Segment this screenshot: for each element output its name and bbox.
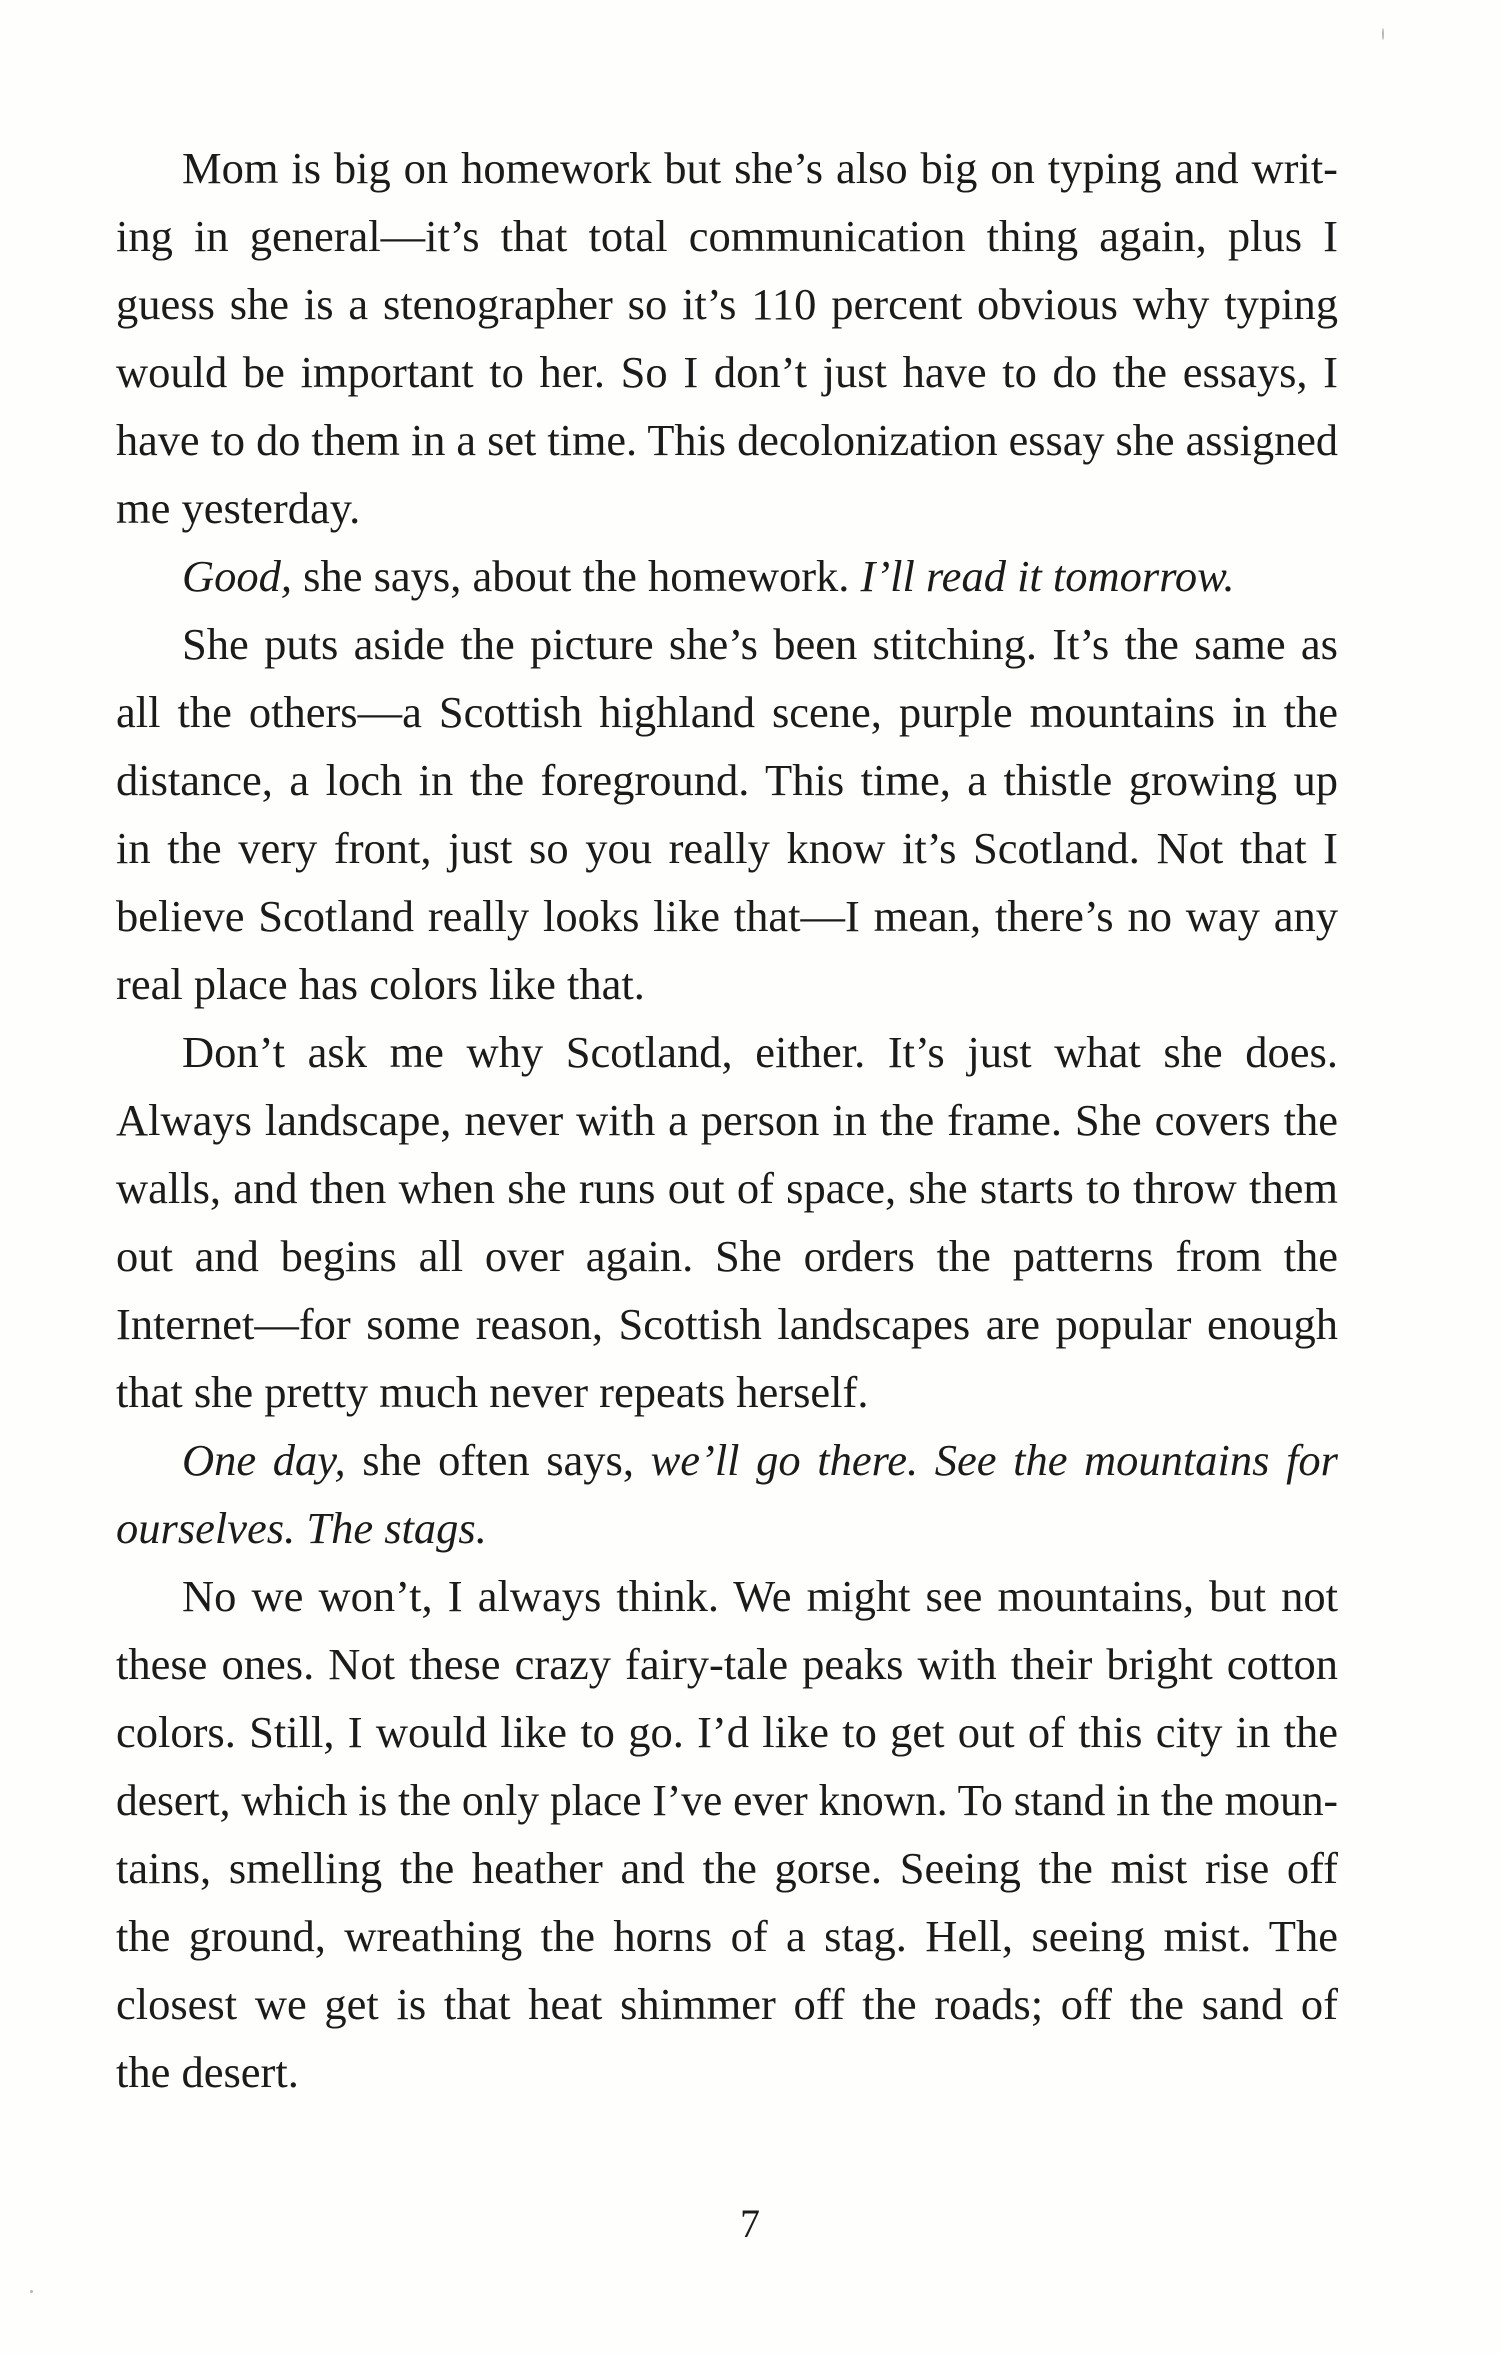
text-run: Always landscape, never with a person in the frame. She covers the (116, 1095, 1338, 1145)
text-line (116, 610, 1338, 678)
text-run: these ones. Not these crazy fairy-tale peaks with their bright cotton (116, 1639, 1338, 1689)
text-run: guess she is a stenographer so it’s 110 percent obvious why typing (116, 279, 1338, 329)
text-line (116, 1766, 1338, 1834)
body-text (116, 134, 1338, 2106)
text-run: closest we get is that heat shimmer off the roads; off the sand of (116, 1979, 1338, 2029)
text-line (116, 678, 1338, 746)
text-line (116, 2038, 1338, 2106)
text-line (116, 1630, 1338, 1698)
text-run: No we won’t, I always think. We might see mountains, but not (182, 1571, 1338, 1621)
text-run: have to do them in a set time. This decolonization essay she assigned (116, 415, 1338, 465)
text-run: desert, which is the only place I’ve ever known. To stand in the moun- (116, 1775, 1338, 1825)
text-run: Mom is big on homework but she’s also big on typing and writ- (182, 143, 1338, 193)
text-line (116, 1290, 1338, 1358)
text-line (116, 1358, 1338, 1426)
text-run: the ground, wreathing the horns of a stag. Hell, seeing mist. The (116, 1911, 1338, 1961)
text-line (116, 1834, 1338, 1902)
text-run: real place has colors like that. (116, 959, 645, 1009)
text-run: Internet—for some reason, Scottish landscapes are popular enough (116, 1299, 1338, 1349)
text-run: believe Scotland really looks like that—I mean, there’s no way any (116, 891, 1338, 941)
text-line (116, 1902, 1338, 1970)
text-run: distance, a loch in the foreground. This time, a thistle growing up (116, 755, 1338, 805)
italic-text: I’ll read it tomorrow. (860, 551, 1235, 601)
text-line (116, 406, 1338, 474)
italic-text: we’ll go there. See the mountains for (650, 1435, 1338, 1485)
text-run: ing in general—it’s that total communication thing again, plus I (116, 211, 1338, 261)
text-line (116, 1086, 1338, 1154)
text-line (116, 1970, 1338, 2038)
text-line (116, 1698, 1338, 1766)
text-line (116, 474, 1338, 542)
text-line (116, 882, 1338, 950)
text-line (116, 202, 1338, 270)
text-line (116, 1154, 1338, 1222)
italic-text: Good, (182, 551, 293, 601)
text-run: she often says, (345, 1435, 651, 1485)
text-line (116, 1562, 1338, 1630)
text-line (116, 1018, 1338, 1086)
text-line (116, 814, 1338, 882)
page-number: 7 (740, 2201, 760, 2246)
text-line (116, 950, 1338, 1018)
text-run: me yesterday. (116, 483, 361, 533)
text-run: would be important to her. So I don’t just have to do the essays, I (116, 347, 1338, 397)
text-line (116, 1426, 1338, 1494)
text-run: the desert. (116, 2047, 299, 2097)
text-run: tains, smelling the heather and the gorse. Seeing the mist rise off (116, 1843, 1338, 1893)
text-line (116, 1494, 1338, 1562)
text-run: She puts aside the picture she’s been stitching. It’s the same as (182, 619, 1338, 669)
paper-mark (30, 2290, 33, 2293)
text-run: Don’t ask me why Scotland, either. It’s just what she does. (182, 1027, 1338, 1077)
text-run: in the very front, just so you really know it’s Scotland. Not that I (116, 823, 1338, 873)
text-run: all the others—a Scottish highland scene, purple mountains in the (116, 687, 1338, 737)
italic-text: One day, (182, 1435, 346, 1485)
text-line (116, 270, 1338, 338)
text-run: out and begins all over again. She orders the patterns from the (116, 1231, 1338, 1281)
text-run: that she pretty much never repeats herself. (116, 1367, 869, 1417)
text-line (116, 1222, 1338, 1290)
text-run: colors. Still, I would like to go. I’d like to get out of this city in the (116, 1707, 1338, 1757)
text-line (116, 542, 1338, 610)
text-run: she says, about the homework. (292, 551, 861, 601)
text-line (116, 746, 1338, 814)
text-run: walls, and then when she runs out of space, she starts to throw them (116, 1163, 1338, 1213)
italic-text: ourselves. The stags. (116, 1503, 487, 1553)
paper-mark (1382, 28, 1384, 40)
text-line (116, 134, 1338, 202)
text-line (116, 338, 1338, 406)
